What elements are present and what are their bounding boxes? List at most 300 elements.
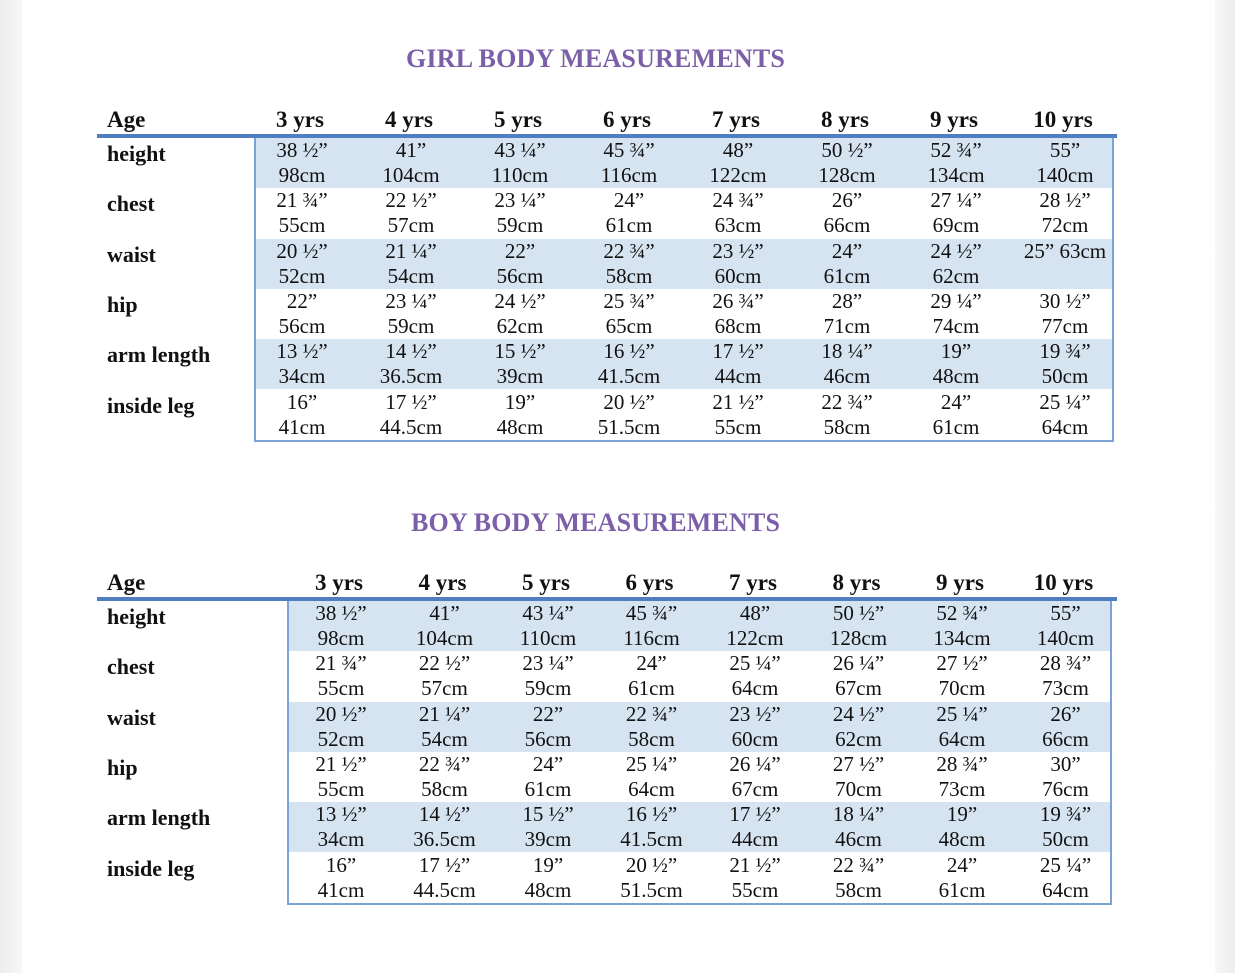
inch-value: 30 ½” (1039, 288, 1091, 313)
measurement-label: inside leg (107, 855, 195, 881)
cm-value: 55cm (714, 414, 762, 439)
cm-value: 44.5cm (379, 414, 443, 439)
measurement-cell (792, 138, 902, 188)
inch-value: 28 ¾” (936, 751, 988, 776)
measurement-label: arm length (107, 342, 211, 368)
cm-value: 134cm (933, 626, 991, 650)
age-column-header: 10 yrs (1033, 570, 1094, 595)
measurement-label: height (107, 141, 166, 166)
inch-value: 20 ½” (603, 389, 655, 414)
cm-value: 70cm (938, 676, 986, 701)
measurement-cell (907, 601, 1017, 651)
measurement-cell (907, 853, 1017, 903)
measurement-cell (247, 138, 357, 188)
inch-value: 22 ¾” (418, 751, 471, 776)
cm-value: 59cm (496, 213, 544, 238)
measurement-cell (1011, 752, 1121, 802)
cm-value: 64cm (1041, 414, 1089, 439)
measurement-cell (286, 802, 396, 852)
measurement-label: waist (107, 241, 156, 267)
cm-value: 46cm (835, 827, 882, 852)
inch-value: 24” (532, 751, 564, 776)
cm-value: 57cm (421, 676, 468, 701)
measurement-cell (901, 390, 1011, 440)
cm-value: 134cm (927, 163, 985, 187)
cm-value: 140cm (1036, 626, 1095, 650)
measurement-cell (574, 339, 684, 389)
measurement-cell (700, 802, 810, 852)
measurement-cell (390, 651, 500, 701)
inch-value: 24 ½” (930, 238, 982, 263)
inch-value: 38 ½” (276, 138, 328, 162)
cm-value: 98cm (317, 626, 365, 650)
inch-value: 18 ¼” (832, 802, 885, 827)
inch-value: 27 ½” (832, 751, 885, 776)
cm-value: 55cm (278, 213, 326, 238)
measurement-cell (907, 752, 1017, 802)
measurement-cell (1011, 702, 1121, 752)
cm-value: 55cm (317, 776, 365, 801)
measurement-cell (493, 601, 603, 651)
cm-value: 71cm (823, 313, 871, 338)
table-row (289, 601, 1110, 651)
measurement-cell (286, 601, 396, 651)
inch-value: 17 ½” (385, 389, 437, 414)
measurement-cell (465, 390, 575, 440)
cm-value: 36.5cm (379, 364, 443, 389)
cm-value: 56cm (496, 263, 544, 288)
inch-value: 30” (1050, 751, 1081, 776)
inch-value: 24” (831, 238, 863, 263)
cm-value: 68cm (714, 313, 762, 338)
age-header-row (0, 107, 1235, 135)
cm-value: 48cm (938, 827, 986, 852)
inch-value: 13 ½” (315, 802, 367, 827)
measurement-cell (1010, 239, 1120, 289)
measurement-cell (356, 289, 466, 339)
measurement-cell (901, 339, 1011, 389)
measurement-cell (1011, 853, 1121, 903)
cm-value: 56cm (524, 726, 572, 751)
measurements-grid (287, 601, 1112, 905)
cm-value: 61cm (938, 877, 986, 902)
table-row (256, 239, 1112, 289)
inch-value: 43 ¼” (494, 138, 546, 162)
cm-value: 65cm (605, 313, 653, 338)
measurement-cell (574, 239, 684, 289)
measurement-cell (1010, 390, 1120, 440)
age-column-header: 7 yrs (729, 570, 777, 595)
table-row (256, 390, 1112, 440)
measurement-cell (700, 651, 810, 701)
cm-value: 61cm (628, 676, 675, 701)
table-row (256, 339, 1112, 389)
cm-value: 67cm (731, 776, 779, 801)
cm-value: 50cm (1042, 827, 1089, 852)
cm-value: 48cm (524, 877, 572, 902)
cm-value: 56cm (278, 313, 326, 338)
inch-value: 52 ¾” (936, 601, 988, 625)
cm-value: 52cm (278, 263, 326, 288)
age-column-header: 7 yrs (712, 107, 760, 132)
inch-value: 22 ½” (418, 651, 471, 676)
measurement-cell (792, 239, 902, 289)
measurement-cell (597, 702, 707, 752)
measurement-cell (465, 339, 575, 389)
measurement-cell (1011, 802, 1121, 852)
inch-value: 21 ½” (729, 852, 781, 877)
cm-value: 77cm (1041, 313, 1089, 338)
inch-value: 52 ¾” (930, 138, 982, 162)
measurement-cell (901, 138, 1011, 188)
measurement-cell (1011, 651, 1121, 701)
measurement-label: waist (107, 704, 156, 730)
cm-value: 36.5cm (413, 827, 476, 852)
inch-value: 15 ½” (494, 339, 546, 364)
inch-value: 19 ¾” (1039, 802, 1092, 827)
inch-value: 26” (1050, 701, 1081, 726)
table-row (289, 651, 1110, 701)
cm-value: 55cm (317, 676, 365, 701)
inch-value: 15 ½” (522, 802, 574, 827)
cm-value: 70cm (835, 776, 882, 801)
inch-value: 22” (286, 288, 318, 313)
cm-value: 66cm (823, 213, 871, 238)
inch-value: 24 ¾” (712, 188, 764, 213)
measurement-cell (493, 702, 603, 752)
cm-value: 128cm (818, 163, 876, 187)
cm-value: 58cm (823, 414, 871, 439)
inch-value: 43 ¼” (522, 601, 574, 625)
cm-value: 52cm (317, 726, 365, 751)
measurement-cell (356, 339, 466, 389)
inch-value: 26 ¼” (729, 751, 781, 776)
inch-value: 16 ½” (625, 802, 678, 827)
measurement-cell (465, 239, 575, 289)
measurement-label: hip (107, 291, 138, 317)
cm-value: 41.5cm (597, 364, 661, 389)
measurement-label: hip (107, 754, 138, 780)
cm-value: 44cm (731, 827, 779, 852)
cm-value: 48cm (932, 364, 980, 389)
cm-value: 64cm (1042, 877, 1089, 902)
inch-value: 22 ½” (385, 188, 437, 213)
cm-value: 59cm (387, 313, 435, 338)
measurement-cell (247, 188, 357, 238)
measurement-cell (901, 188, 1011, 238)
page-left-margin (0, 0, 22, 973)
measurement-cell (493, 752, 603, 802)
inch-value: 26 ¾” (712, 288, 764, 313)
inch-value: 23 ¼” (385, 288, 437, 313)
inch-value: 23 ½” (712, 238, 764, 263)
inch-value: 16 ½” (603, 339, 655, 364)
inch-value: 19” (532, 852, 564, 877)
measurement-cell (792, 390, 902, 440)
measurement-cell (700, 601, 810, 651)
cm-value: 39cm (524, 827, 572, 852)
inch-value: 24 ½” (832, 701, 885, 726)
measurement-cell (286, 853, 396, 903)
cm-value: 44.5cm (413, 877, 476, 902)
inch-value: 23 ¼” (522, 651, 574, 676)
inch-value: 13 ½” (276, 339, 328, 364)
inch-value: 25 ¾” (603, 288, 655, 313)
measurement-cell (700, 752, 810, 802)
inch-value: 21 ¼” (418, 701, 471, 726)
cm-value: 61cm (524, 776, 572, 801)
cm-value (1010, 264, 1120, 289)
measurement-cell (390, 802, 500, 852)
cm-value: 39cm (496, 364, 544, 389)
table-row (289, 702, 1110, 752)
cm-value: 104cm (415, 626, 474, 650)
inch-value: 22 ¾” (821, 389, 873, 414)
cm-value: 73cm (1042, 676, 1089, 701)
age-column-header: 6 yrs (603, 107, 651, 132)
measurement-cell (804, 601, 914, 651)
cm-value: 57cm (387, 213, 435, 238)
inch-value: 25 ¼” (625, 751, 678, 776)
cm-value: 74cm (932, 313, 980, 338)
inch-value: 28 ½” (1039, 188, 1091, 213)
age-column-header: 5 yrs (522, 570, 570, 595)
page-right-margin (1215, 0, 1235, 973)
measurement-cell (792, 188, 902, 238)
inch-value: 22” (504, 238, 536, 263)
inch-value: 27 ½” (936, 651, 988, 676)
age-column-header: 9 yrs (936, 570, 984, 595)
measurement-cell (804, 752, 914, 802)
measurement-cell (700, 853, 810, 903)
inch-value: 45 ¾” (625, 601, 678, 625)
cm-value: 60cm (714, 263, 762, 288)
cm-value: 58cm (605, 263, 653, 288)
inch-value: 28 ¾” (1039, 651, 1092, 676)
measurement-cell (247, 239, 357, 289)
inch-value: 14 ½” (385, 339, 437, 364)
cm-value: 41.5cm (620, 827, 683, 852)
measurement-cell (465, 188, 575, 238)
inch-value: 22 ¾” (832, 852, 885, 877)
cm-value: 50cm (1041, 364, 1089, 389)
measurement-label: arm length (107, 805, 211, 831)
inch-value: 25 ¼” (729, 651, 781, 676)
measurement-cell (597, 853, 707, 903)
cm-value: 34cm (278, 364, 326, 389)
cm-value: 48cm (496, 414, 544, 439)
inch-value: 20 ½” (625, 852, 678, 877)
measurement-cell (493, 853, 603, 903)
measurement-cell (683, 188, 793, 238)
measurement-cell (1010, 138, 1120, 188)
cm-value: 116cm (600, 163, 658, 187)
cm-value: 76cm (1042, 776, 1089, 801)
age-column-header: 9 yrs (930, 107, 978, 132)
measurement-cell (597, 802, 707, 852)
inch-value: 50 ½” (832, 601, 885, 625)
measurement-label: inside leg (107, 392, 195, 418)
age-column-header: 6 yrs (625, 570, 674, 595)
inch-value: 14 ½” (418, 802, 471, 827)
cm-value: 59cm (524, 676, 572, 701)
measurement-cell (493, 651, 603, 701)
cm-value: 61cm (932, 414, 980, 439)
age-column-header: 4 yrs (418, 570, 467, 595)
table-title: BOY BODY MEASUREMENTS (411, 508, 781, 537)
inch-value: 24” (946, 852, 978, 877)
inch-value: 17 ½” (418, 852, 471, 877)
table-row (289, 802, 1110, 852)
inch-value: 19 ¾” (1039, 339, 1091, 364)
cm-value: 140cm (1036, 163, 1094, 187)
cm-value: 58cm (421, 776, 468, 801)
age-column-header: 8 yrs (821, 107, 869, 132)
inch-value: 21 ¾” (315, 651, 367, 676)
cm-value: 62cm (932, 263, 980, 288)
measurement-cell (901, 239, 1011, 289)
measurement-cell (597, 651, 707, 701)
measurement-cell (286, 651, 396, 701)
inch-value: 16” (286, 389, 318, 414)
cm-value: 44cm (714, 364, 762, 389)
cm-value: 54cm (421, 726, 468, 751)
cm-value: 51.5cm (620, 877, 683, 902)
age-header-label: Age (107, 570, 146, 595)
table-row (289, 853, 1110, 903)
inch-value: 25 ¼” (1039, 852, 1092, 877)
inch-value: 55” (1050, 601, 1081, 625)
inch-value: 23 ¼” (494, 188, 546, 213)
measurement-cell (683, 339, 793, 389)
measurement-cell (493, 802, 603, 852)
cm-value: 69cm (932, 213, 980, 238)
inch-value: 21 ¼” (385, 238, 437, 263)
inch-value: 19” (946, 802, 978, 827)
age-header-row (0, 570, 1235, 598)
cm-value: 116cm (623, 626, 680, 650)
measurement-label: chest (107, 654, 155, 680)
measurement-cell (465, 289, 575, 339)
inch-value: 24 ½” (494, 288, 546, 313)
cm-value: 64cm (938, 726, 986, 751)
measurement-cell (574, 289, 684, 339)
table-row (256, 289, 1112, 339)
inch-value: 21 ½” (315, 751, 367, 776)
inch-value: 21 ¾” (276, 188, 328, 213)
measurement-cell (683, 239, 793, 289)
measurement-cell (1010, 289, 1120, 339)
measurement-cell (700, 702, 810, 752)
cm-value: 67cm (835, 676, 882, 701)
measurement-cell (390, 702, 500, 752)
measurement-cell (356, 188, 466, 238)
cm-value: 72cm (1041, 213, 1089, 238)
cm-value: 46cm (823, 364, 871, 389)
age-column-header: 4 yrs (385, 107, 433, 132)
cm-value: 58cm (835, 877, 882, 902)
cm-value: 60cm (731, 726, 779, 751)
cm-value: 51.5cm (597, 414, 661, 439)
inch-value: 17 ½” (729, 802, 781, 827)
measurement-cell (356, 390, 466, 440)
inch-value: 27 ¼” (930, 188, 982, 213)
measurement-cell (804, 853, 914, 903)
inch-value: 41” (429, 601, 460, 625)
inch-value: 25” 63cm (1023, 238, 1107, 263)
measurement-cell (356, 138, 466, 188)
inch-value: 24” (636, 651, 667, 676)
inch-value: 55” (1049, 138, 1081, 162)
table-title: GIRL BODY MEASUREMENTS (406, 44, 786, 73)
table-row (256, 188, 1112, 238)
measurement-cell (804, 702, 914, 752)
inch-value: 24” (940, 389, 972, 414)
inch-value: 38 ½” (315, 601, 367, 625)
inch-value: 25 ¼” (1039, 389, 1091, 414)
measurement-cell (907, 651, 1017, 701)
inch-value: 19” (940, 339, 972, 364)
measurement-cell (683, 138, 793, 188)
measurement-cell (792, 339, 902, 389)
measurement-cell (792, 289, 902, 339)
inch-value: 21 ½” (712, 389, 764, 414)
inch-value: 25 ¼” (936, 701, 988, 726)
measurement-cell (247, 390, 357, 440)
cm-value: 104cm (382, 163, 440, 187)
cm-value: 58cm (628, 726, 675, 751)
inch-value: 22” (532, 701, 564, 726)
age-column-header: 3 yrs (315, 570, 363, 595)
cm-value: 122cm (709, 163, 767, 187)
inch-value: 17 ½” (712, 339, 764, 364)
cm-value: 41cm (278, 414, 326, 439)
measurement-cell (901, 289, 1011, 339)
cm-value: 61cm (605, 213, 653, 238)
inch-value: 22 ¾” (603, 238, 655, 263)
measurement-cell (574, 188, 684, 238)
age-header-label: Age (107, 107, 146, 132)
inch-value: 16” (325, 852, 357, 877)
measurement-cell (1011, 601, 1121, 651)
inch-value: 20 ½” (315, 701, 367, 726)
cm-value: 98cm (278, 163, 326, 187)
inch-value: 20 ½” (276, 238, 328, 263)
measurement-cell (356, 239, 466, 289)
measurement-cell (907, 802, 1017, 852)
age-column-header: 3 yrs (276, 107, 324, 132)
measurement-label: height (107, 604, 166, 629)
cm-value: 55cm (731, 877, 779, 902)
table-row (256, 138, 1112, 188)
age-column-header: 8 yrs (832, 570, 881, 595)
measurement-cell (390, 752, 500, 802)
cm-value: 62cm (835, 726, 882, 751)
inch-value: 48” (739, 601, 771, 625)
cm-value: 63cm (714, 213, 762, 238)
measurement-cell (597, 601, 707, 651)
inch-value: 48” (722, 138, 754, 162)
cm-value: 34cm (317, 827, 365, 852)
cm-value: 110cm (491, 163, 549, 187)
measurement-cell (683, 289, 793, 339)
inch-value: 19” (504, 389, 536, 414)
cm-value: 64cm (628, 776, 675, 801)
measurement-cell (804, 802, 914, 852)
cm-value: 41cm (317, 877, 365, 902)
cm-value: 54cm (387, 263, 435, 288)
measurement-cell (286, 702, 396, 752)
